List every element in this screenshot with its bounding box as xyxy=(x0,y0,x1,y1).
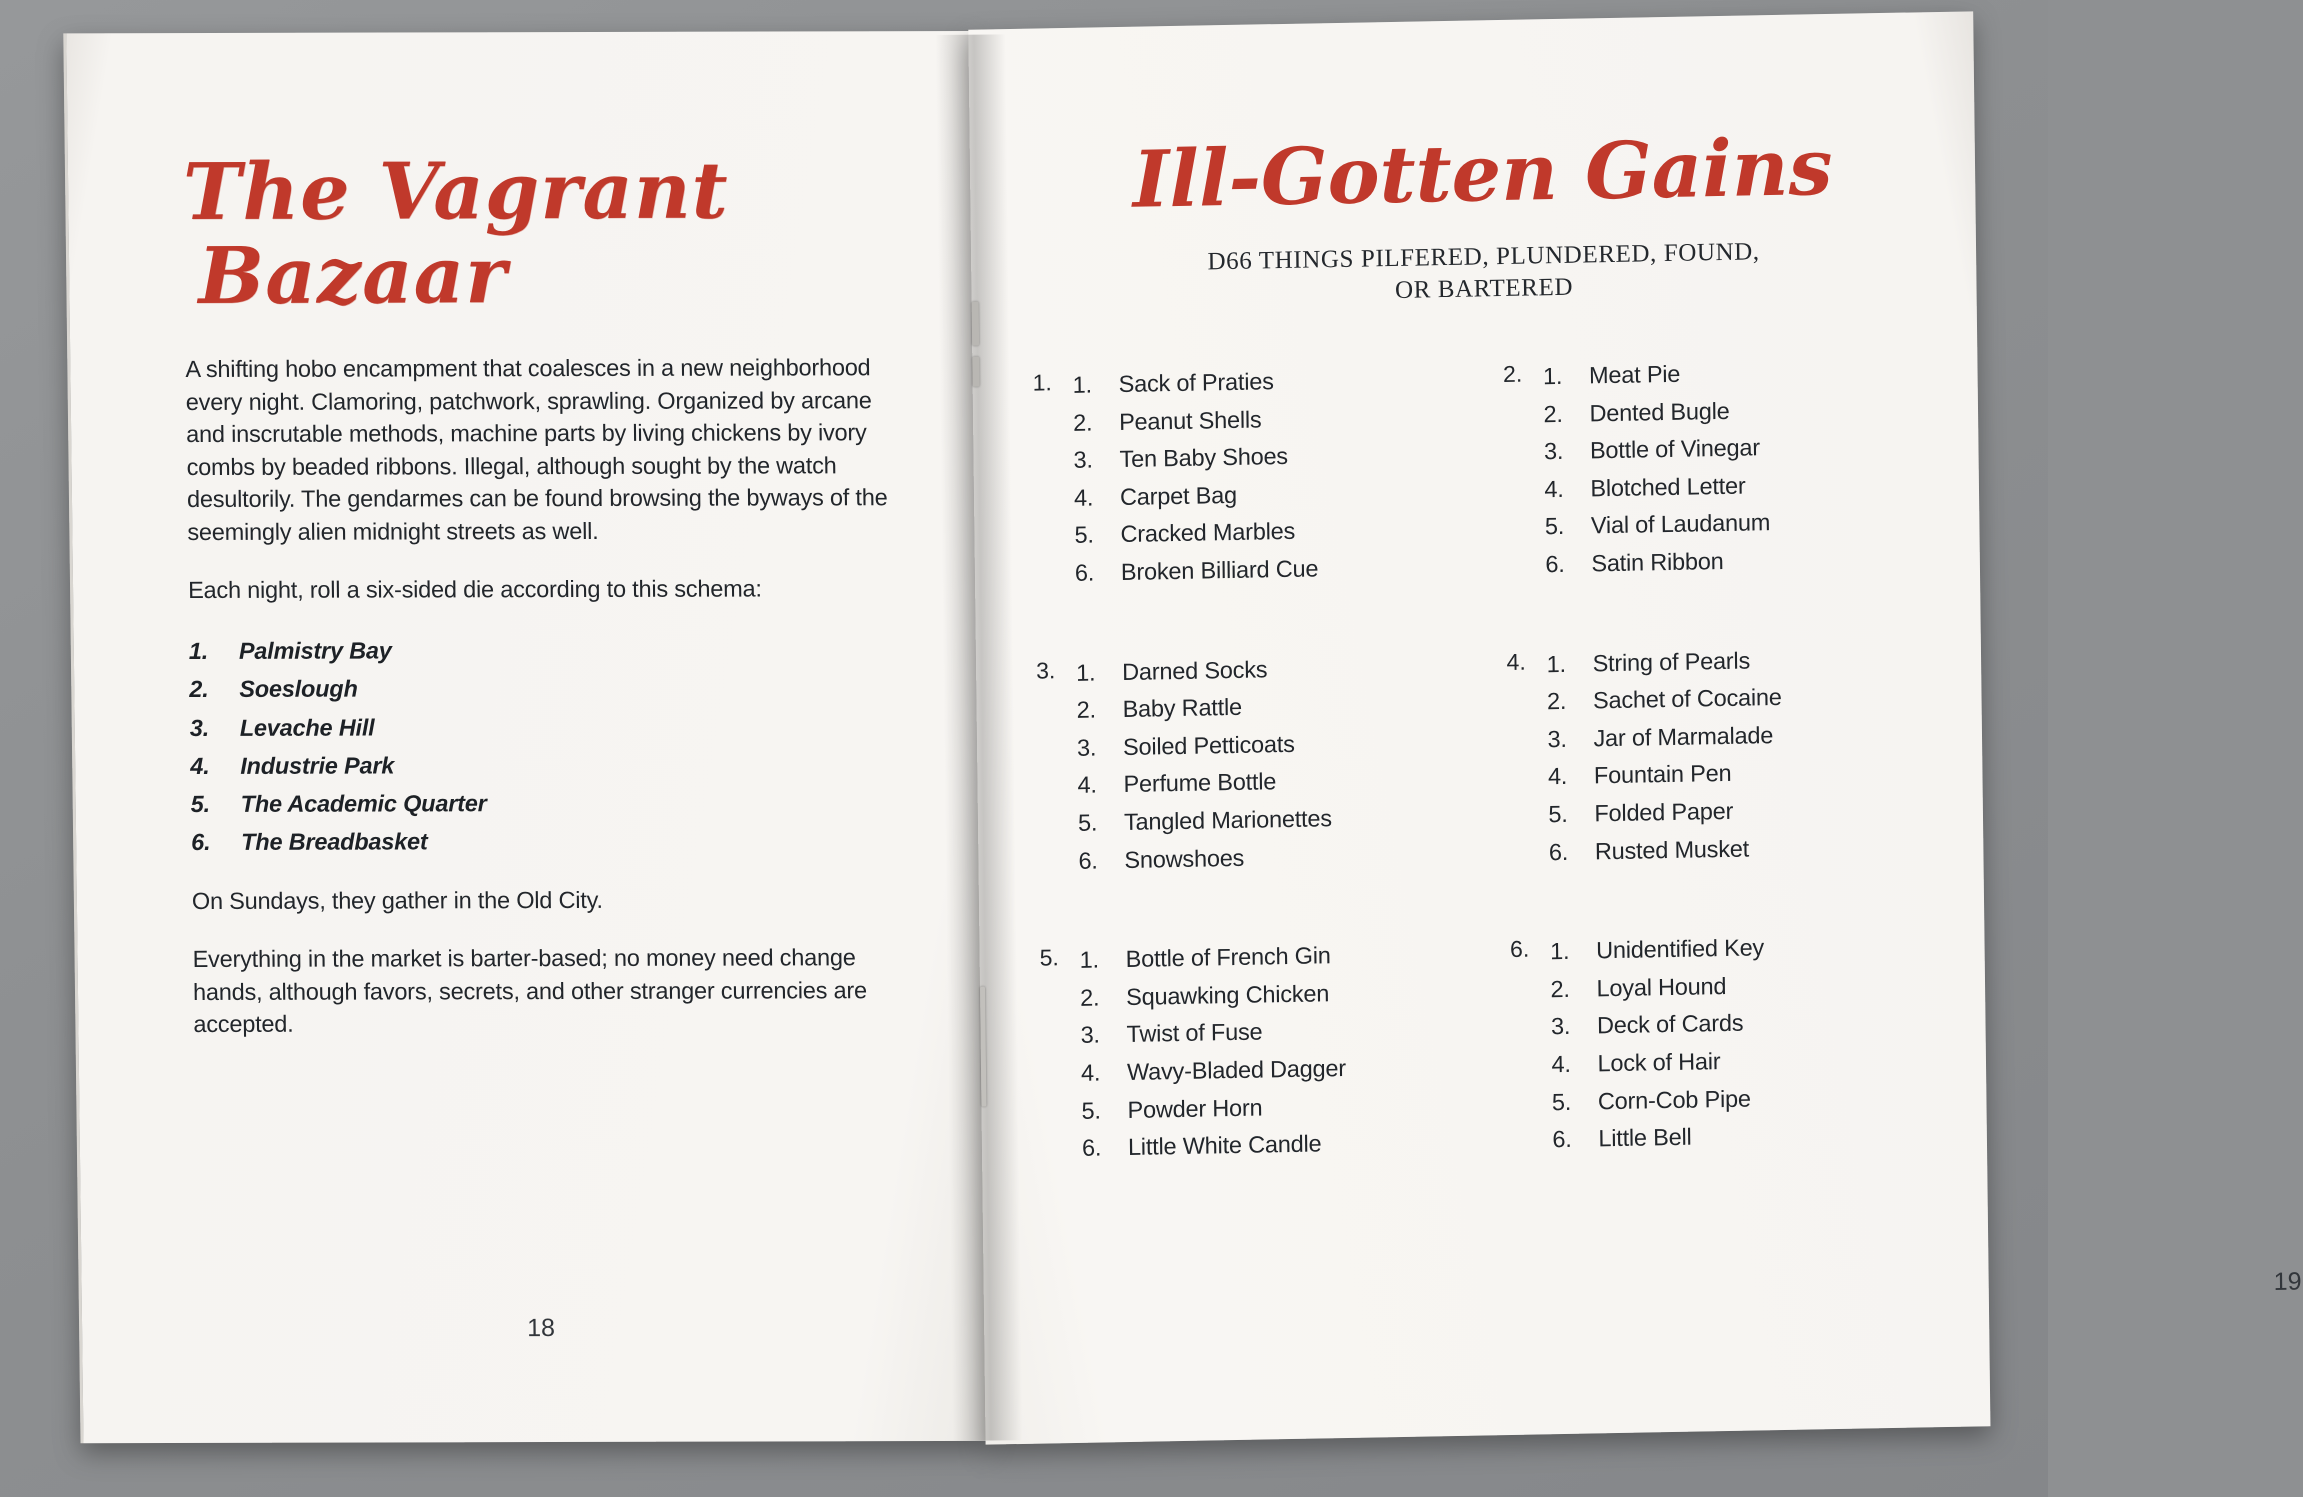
d66-block-4 xyxy=(1506,639,1943,873)
left-page xyxy=(63,31,988,1443)
right-page-subtitle xyxy=(1031,233,1937,314)
left-page-content xyxy=(182,145,904,1066)
row-index: 6. xyxy=(1552,1125,1572,1153)
d66-block-6 xyxy=(1510,926,1947,1160)
row-index: 1. xyxy=(1072,371,1093,398)
left-paragraph-1: A shifting hobo encampment that coalesces in a new neighborhood every night. Clamoring, patchwork, sprawling. Organized by arcane and inscrutable methods, machine parts by living chickens by ivory combs by beaded ribbons. Illegal, although sought by the watch desultorily. The gendarmes can be found browsing the byways of the seemingly alien midnight streets as well. xyxy=(185,354,888,545)
block-number: 4. xyxy=(1506,648,1526,675)
row-index: 5. xyxy=(1074,521,1094,549)
row-value: Deck of Cards xyxy=(1596,1009,1744,1039)
row-value: Loyal Hound xyxy=(1596,972,1727,1002)
list-item-number: 2. xyxy=(189,676,209,703)
row-value: Meat Pie xyxy=(1588,360,1681,389)
row-value: Cracked Marbles xyxy=(1120,518,1296,548)
row-index: 6. xyxy=(1545,550,1565,578)
list-item-number: 5. xyxy=(190,790,211,817)
row-value: Sachet of Cocaine xyxy=(1592,684,1782,714)
row-value: Vial of Laudanum xyxy=(1590,509,1771,539)
row-value: Unidentified Key xyxy=(1595,934,1765,964)
row-value: Peanut Shells xyxy=(1118,406,1262,435)
row-index: 1. xyxy=(1542,362,1563,390)
row-index: 6. xyxy=(1078,847,1098,874)
list-item-label: The Academic Quarter xyxy=(240,789,487,817)
list-item xyxy=(190,783,900,823)
row-index: 4. xyxy=(1547,763,1568,790)
row-value: Satin Ribbon xyxy=(1591,547,1724,577)
right-page-title: Ill-Gotten Gains xyxy=(1132,121,1833,226)
row-value: Blotched Letter xyxy=(1590,472,1746,502)
list-item-label: The Breadbasket xyxy=(241,828,428,855)
row-index: 1. xyxy=(1546,650,1566,677)
d66-block-3 xyxy=(1036,647,1473,881)
row-value: Folded Paper xyxy=(1594,797,1734,827)
list-item xyxy=(191,821,901,861)
right-page xyxy=(968,11,2302,1444)
row-index: 3. xyxy=(1076,734,1097,761)
d66-block-1 xyxy=(1032,360,1469,594)
table-row xyxy=(1552,1114,1947,1159)
list-item-label: Levache Hill xyxy=(239,714,375,741)
block-number: 2. xyxy=(1502,360,1523,387)
block-entries xyxy=(1543,351,1940,584)
d66-block-5 xyxy=(1039,935,1476,1169)
list-item xyxy=(189,669,899,709)
row-value: Fountain Pen xyxy=(1593,760,1732,789)
open-booklet xyxy=(63,14,2302,1467)
row-index: 2. xyxy=(1076,696,1096,724)
list-item xyxy=(190,707,900,747)
row-index: 2. xyxy=(1079,984,1100,1011)
row-index: 4. xyxy=(1544,475,1564,503)
row-index: 4. xyxy=(1073,484,1094,511)
row-index: 6. xyxy=(1074,559,1095,586)
row-index: 3. xyxy=(1550,1013,1571,1040)
left-title-line-1: The Vagrant xyxy=(182,145,730,239)
row-value: Soiled Petticoats xyxy=(1122,730,1295,760)
left-page-title xyxy=(182,145,895,323)
row-value: Twist of Fuse xyxy=(1126,1018,1263,1048)
subtitle-line-1: D66 THINGS PILFERED, PLUNDERED, FOUND, xyxy=(1207,238,1760,276)
row-value: Carpet Bag xyxy=(1119,481,1238,510)
list-item-label: Soeslough xyxy=(239,676,358,703)
row-index: 5. xyxy=(1077,809,1098,836)
left-paragraph-2: Each night, roll a six-sided die according to this schema: xyxy=(187,575,762,604)
page-number-right: 19 xyxy=(2273,1267,2302,1296)
subtitle-line-2: OR BARTERED xyxy=(1394,273,1574,304)
row-value: String of Pearls xyxy=(1592,647,1751,676)
row-index: 5. xyxy=(1548,800,1568,828)
table-row xyxy=(1082,1123,1477,1168)
list-item-number: 3. xyxy=(189,714,210,741)
row-value: Sack of Praties xyxy=(1118,368,1274,398)
block-number: 5. xyxy=(1039,944,1059,971)
block-number: 1. xyxy=(1032,369,1052,396)
left-paragraph-3: On Sundays, they gather in the Old City. xyxy=(191,886,603,914)
row-index: 2. xyxy=(1550,975,1570,1002)
block-entries xyxy=(1076,647,1473,880)
row-value: Bottle of Vinegar xyxy=(1589,434,1761,464)
row-index: 3. xyxy=(1543,438,1564,465)
row-index: 1. xyxy=(1076,659,1096,686)
row-value: Lock of Hair xyxy=(1597,1048,1721,1077)
row-value: Squawking Chicken xyxy=(1125,979,1330,1010)
row-index: 5. xyxy=(1081,1096,1101,1124)
block-number: 3. xyxy=(1035,656,1056,684)
block-number: 6. xyxy=(1509,935,1530,963)
row-value: Rusted Musket xyxy=(1594,835,1750,864)
left-paragraph-4: Everything in the market is barter-based; no money need change hands, although favors, secrets, and other stranger currencies are accepted. xyxy=(192,944,868,1038)
list-item-number: 1. xyxy=(188,638,209,665)
row-index: 6. xyxy=(1548,838,1569,865)
table-row xyxy=(1075,548,1470,593)
row-index: 5. xyxy=(1551,1088,1572,1115)
list-item-number: 4. xyxy=(190,752,210,779)
row-index: 3. xyxy=(1547,725,1567,752)
block-entries xyxy=(1079,935,1476,1168)
row-index: 1. xyxy=(1549,937,1570,965)
row-index: 2. xyxy=(1546,688,1567,715)
list-item-label: Palmistry Bay xyxy=(238,637,392,665)
d66-block-2 xyxy=(1503,351,1940,585)
row-index: 3. xyxy=(1073,446,1093,474)
left-title-line-2: Bazaar xyxy=(197,230,508,323)
block-entries xyxy=(1072,360,1469,593)
row-value: Baby Rattle xyxy=(1122,693,1243,723)
staple-middle xyxy=(972,357,979,387)
row-index: 4. xyxy=(1551,1050,1571,1078)
row-value: Ten Baby Shoes xyxy=(1119,443,1289,473)
row-index: 4. xyxy=(1080,1059,1101,1086)
table-row xyxy=(1078,835,1473,880)
row-value: Powder Horn xyxy=(1127,1094,1263,1123)
row-index: 3. xyxy=(1080,1021,1100,1049)
right-page-content xyxy=(1030,120,1947,1168)
row-value: Snowshoes xyxy=(1124,844,1245,873)
row-index: 4. xyxy=(1077,771,1097,799)
table-row xyxy=(1545,539,1940,584)
row-value: Perfume Bottle xyxy=(1123,768,1277,798)
list-item xyxy=(189,631,899,671)
row-index: 2. xyxy=(1543,400,1563,427)
row-value: Wavy-Bladed Dagger xyxy=(1126,1054,1347,1085)
row-index: 2. xyxy=(1072,409,1093,436)
row-value: Dented Bugle xyxy=(1589,397,1730,426)
row-value: Jar of Marmalade xyxy=(1593,721,1774,752)
table-row xyxy=(1549,827,1944,872)
row-value: Tangled Marionettes xyxy=(1123,805,1332,835)
d66-table xyxy=(1032,351,1947,1168)
staple-top xyxy=(972,302,980,346)
list-item xyxy=(190,745,900,785)
list-item-label: Industrie Park xyxy=(240,752,395,779)
row-value: Little Bell xyxy=(1598,1123,1692,1152)
neighborhood-schema-list xyxy=(189,631,902,861)
row-value: Corn-Cob Pipe xyxy=(1597,1085,1751,1114)
row-index: 5. xyxy=(1544,513,1565,540)
block-entries xyxy=(1546,639,1943,872)
row-value: Broken Billiard Cue xyxy=(1120,555,1319,585)
row-index: 6. xyxy=(1081,1134,1102,1161)
list-item-number: 6. xyxy=(191,828,211,855)
row-value: Bottle of French Gin xyxy=(1125,942,1331,973)
page-number-left: 18 xyxy=(526,1314,556,1343)
row-value: Darned Socks xyxy=(1122,655,1268,685)
row-value: Little White Candle xyxy=(1127,1130,1322,1161)
block-entries xyxy=(1550,926,1947,1159)
row-index: 1. xyxy=(1079,946,1100,973)
